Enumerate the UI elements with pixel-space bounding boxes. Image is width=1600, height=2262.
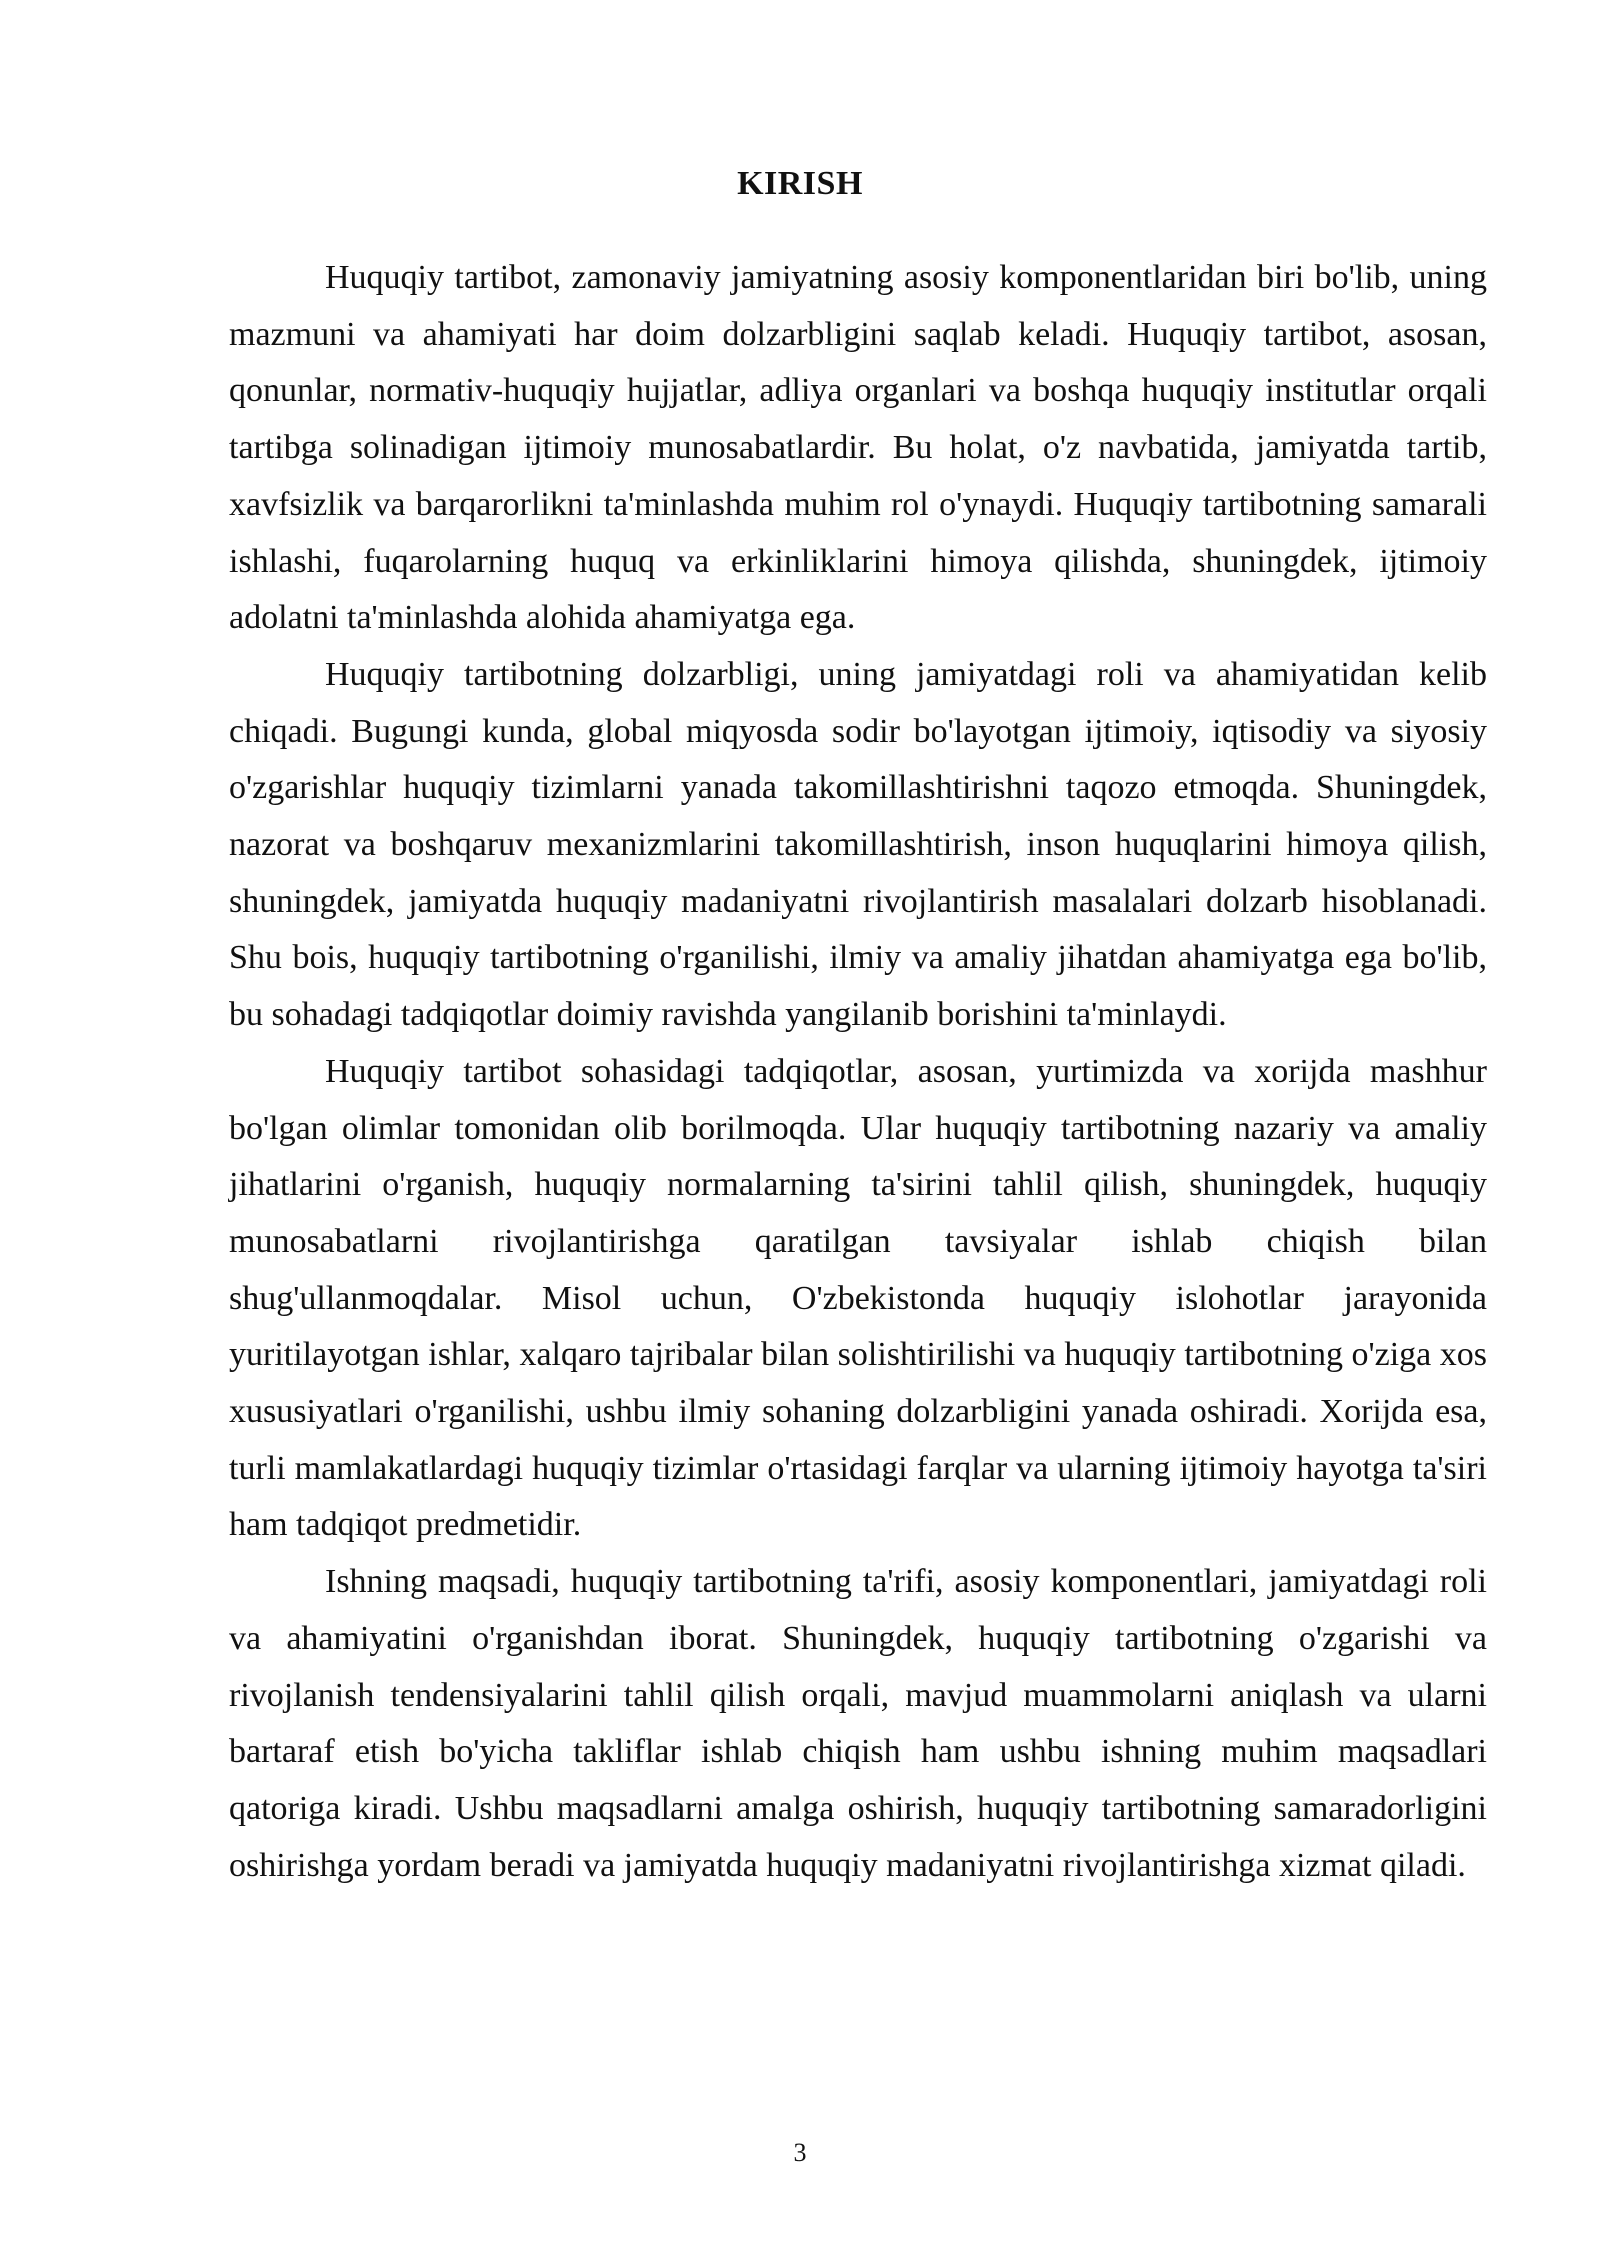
body-text xyxy=(229,250,1487,1894)
paragraph-1: Huquqiy tartibot, zamonaviy jamiyatning asosiy komponentlaridan biri bo'lib, uning mazmuni va ahamiyati har doim dolzarbligini saqlab keladi. Huquqiy tartibot, asosan, qonunlar, normativ-huquqiy hujjatlar, adliya organlari va boshqa huquqiy institutlar orqali tartibga solinadigan ijtimoiy munosabatlardir. Bu holat, o'z navbatida, jamiyatda tartib, xavfsizlik va barqarorlikni ta'minlashda muhim rol o'ynaydi. Huquqiy tartibotning samarali ishlashi, fuqarolarning huquq va erkinliklarini himoya qilishda, shuningdek, ijtimoiy adolatni ta'minlashda alohida ahamiyatga ega. xyxy=(229,259,1487,637)
page-title: KIRISH xyxy=(737,165,863,202)
paragraph-3: Huquqiy tartibot sohasidagi tadqiqotlar, asosan, yurtimizda va xorijda mashhur bo'lgan olimlar tomonidan olib borilmoqda. Ular huquqiy tartibotning nazariy va amaliy jihatlarini o'rganish, huquqiy normalarning ta'sirini tahlil qilish, shuningdek, huquqiy munosabatlarni rivojlantirishga qaratilgan tavsiyalar ishlab chiqish bilan shug'ullanmoqdalar. Misol uchun, O'zbekistonda huquqiy islohotlar jarayonida yuritilayotgan ishlar, xalqaro tajribalar bilan solishtirilishi va huquqiy tartibotning o'ziga xos xususiyatlari o'rganilishi, ushbu ilmiy sohaning dolzarbligini yanada oshiradi. Xorijda esa, turli mamlakatlardagi huquqiy tizimlar o'rtasidagi farqlar va ularning ijtimoiy hayotga ta'siri ham tadqiqot predmetidir. xyxy=(229,1052,1487,1544)
paragraph-4: Ishning maqsadi, huquqiy tartibotning ta'rifi, asosiy komponentlari, jamiyatdagi roli va ahamiyatini o'rganishdan iborat. Shuningdek, huquqiy tartibotning o'zgarishi va rivojlanish tendensiyalarini tahlil qilish orqali, mavjud muammolarni aniqlash va ularni bartaraf etish bo'yicha takliflar ishlab chiqish ham ushbu ishning muhim maqsadlari qatoriga kiradi. Ushbu maqsadlarni amalga oshirish, huquqiy tartibotning samaradorligini oshirishga yordam beradi va jamiyatda huquqiy madaniyatni rivojlantirishga xizmat qiladi. xyxy=(229,1563,1487,1884)
paragraph-2: Huquqiy tartibotning dolzarbligi, uning jamiyatdagi roli va ahamiyatidan kelib chiqadi. Bugungi kunda, global miqyosda sodir bo'layotgan ijtimoiy, iqtisodiy va siyosiy o'zgarishlar huquqiy tizimlarni yanada takomillashtirishni taqozo etmoqda. Shuningdek, nazorat va boshqaruv mexanizmlarini takomillashtirish, inson huquqlarini himoya qilish, shuningdek, jamiyatda huquqiy madaniyatni rivojlantirish masalalari dolzarb hisoblanadi. Shu bois, huquqiy tartibotning o'rganilishi, ilmiy va amaliy jihatdan ahamiyatga ega bo'lib, bu sohadagi tadqiqotlar doimiy ravishda yangilanib borishini ta'minlaydi. xyxy=(229,655,1487,1034)
page-number: 3 xyxy=(793,2138,807,2167)
